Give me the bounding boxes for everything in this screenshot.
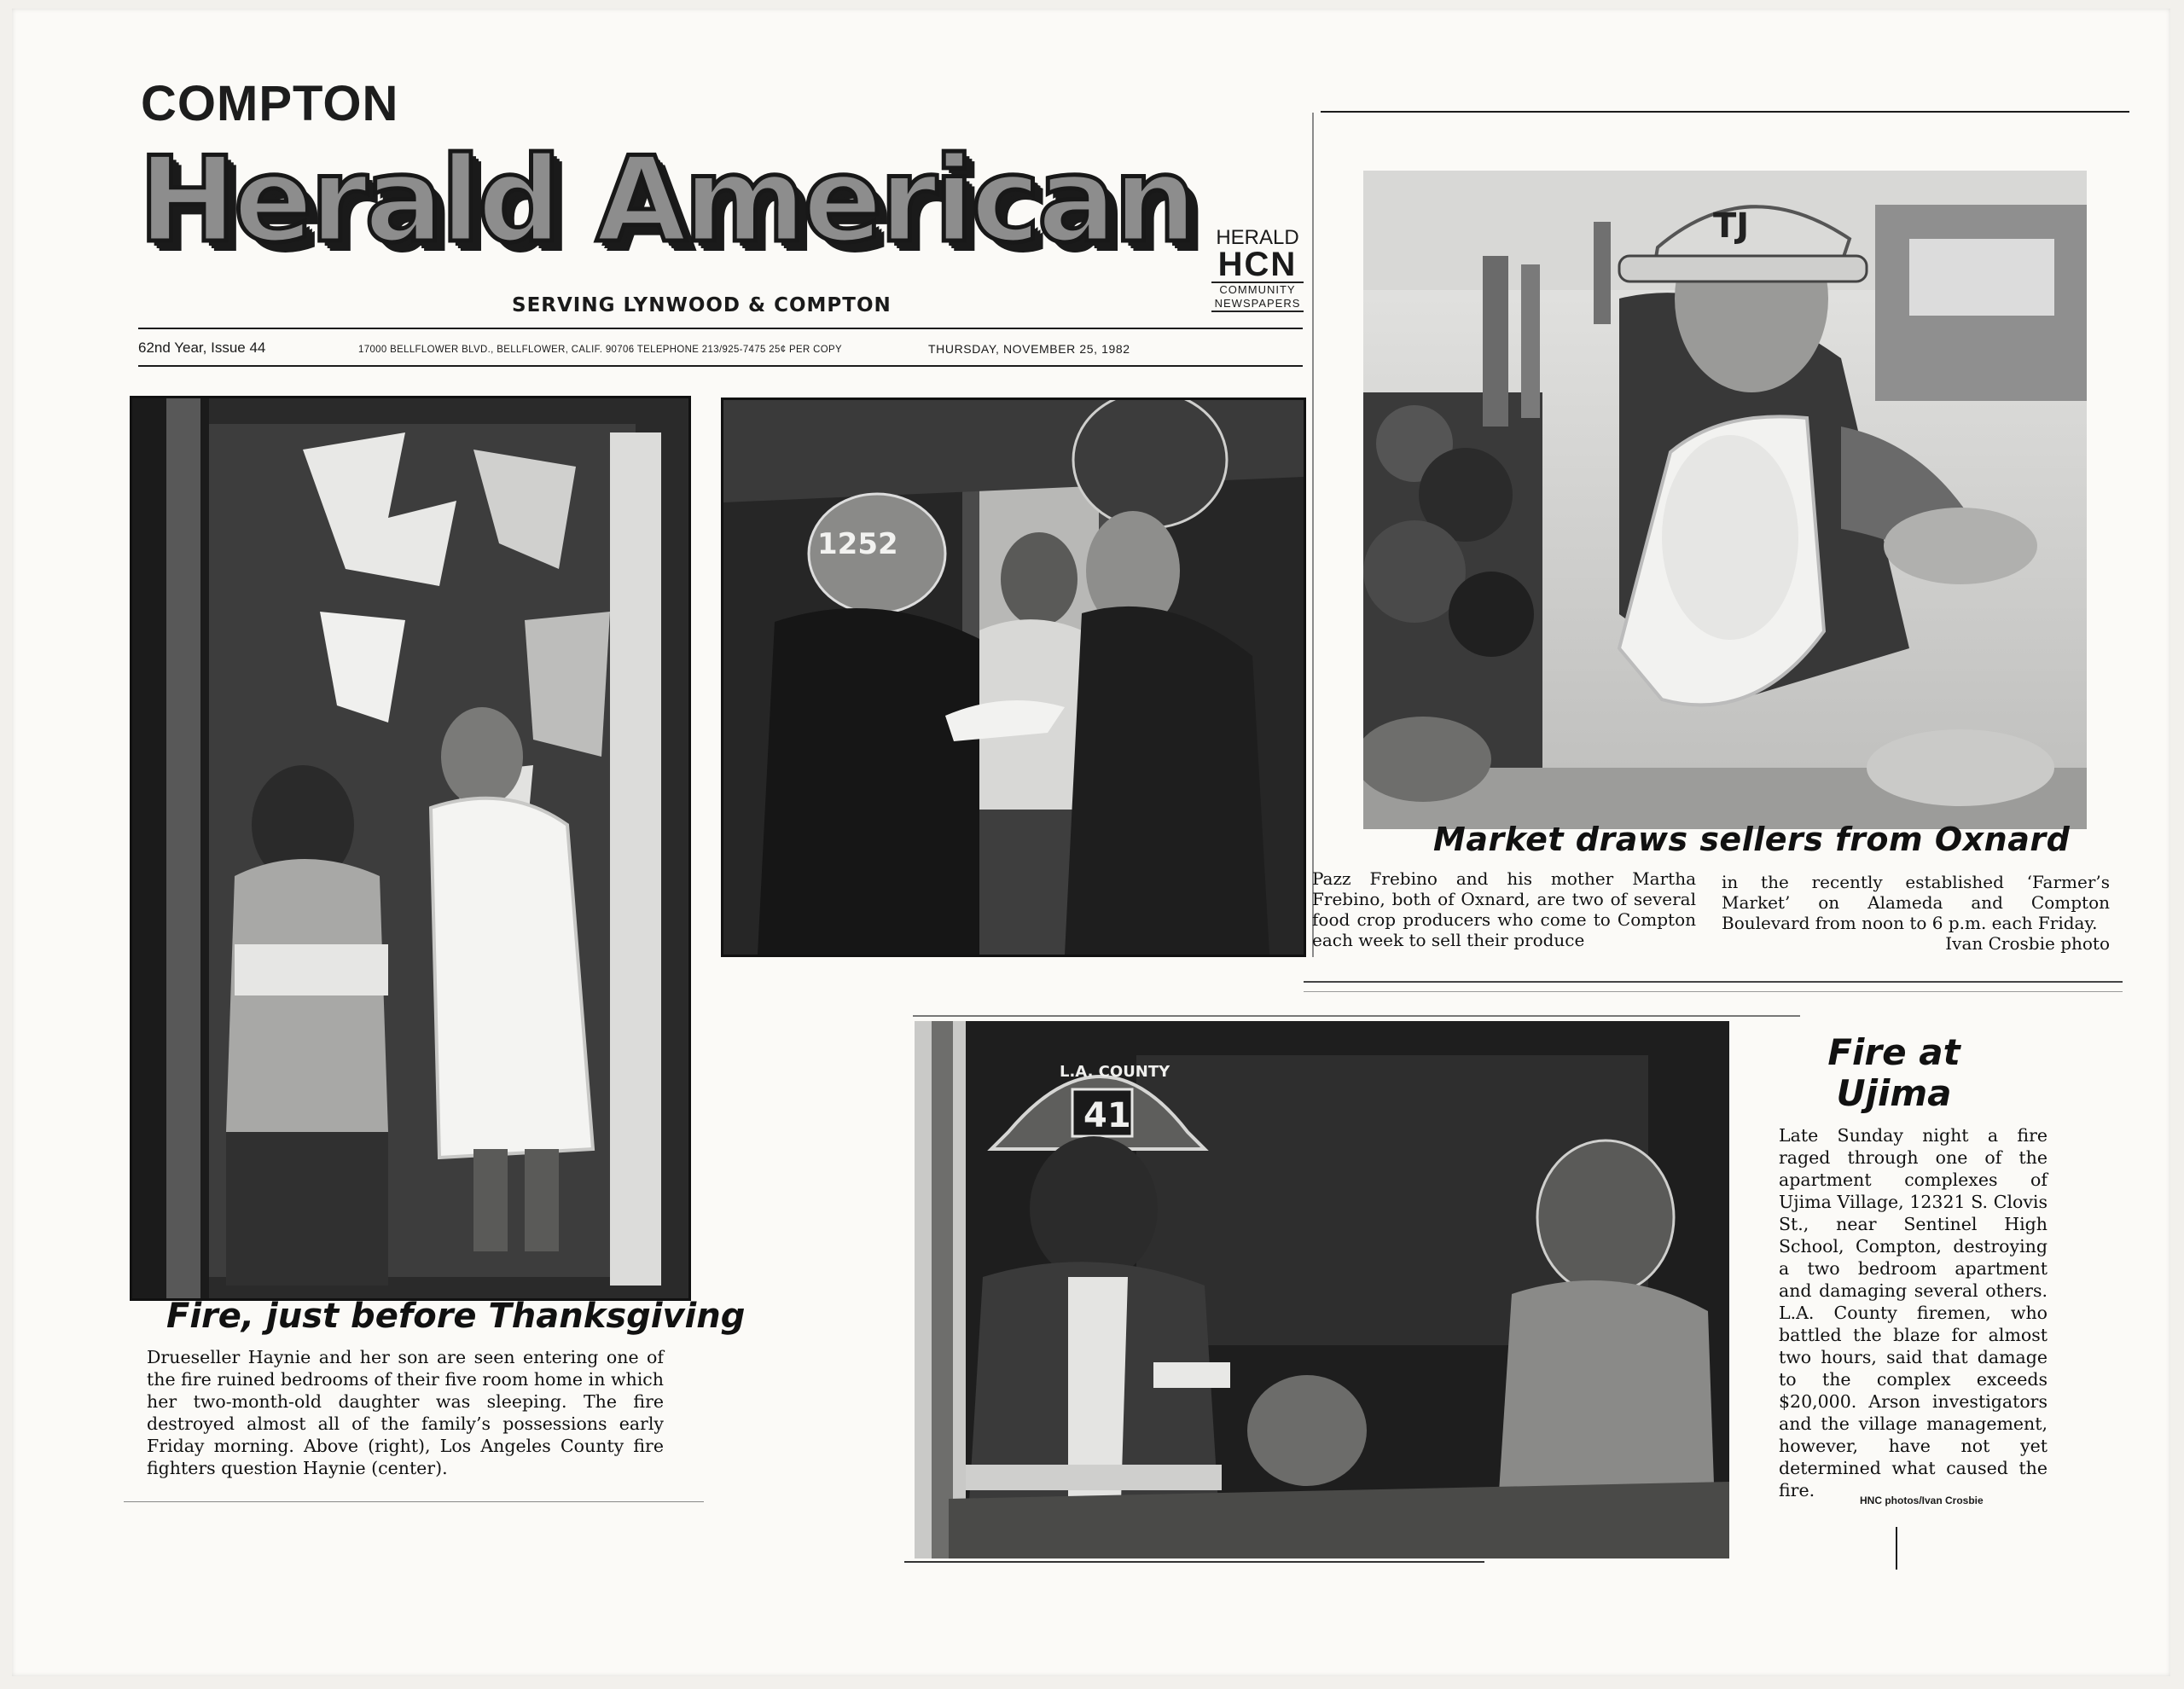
hcn-logo-community: COMMUNITY xyxy=(1211,282,1304,297)
market-bottom-rule-faint xyxy=(1304,991,2123,992)
hcn-logo-herald: HERALD xyxy=(1216,226,1299,249)
hcn-logo-code: HCN xyxy=(1217,246,1298,283)
ujima-fire-photo xyxy=(915,1021,1729,1558)
market-caption-col1: Pazz Frebino and his mother Martha Frebino, both of Oxnard, are two of several food crop producers who come to Compton each week to sell their produce xyxy=(1312,868,1696,950)
masthead-title: Herald American xyxy=(138,131,1194,269)
publisher-address: 17000 BELLFLOWER BLVD., BELLFLOWER, CALIF. 90706 TELEPHONE 213/925-7475 25¢ PER COPY xyxy=(358,343,842,355)
burned-room-photo-art xyxy=(132,398,688,1298)
ujima-bottom-rule xyxy=(904,1561,1484,1563)
thanksgiving-bottom-rule xyxy=(124,1501,704,1502)
masthead-rule-top xyxy=(138,328,1303,329)
market-photo xyxy=(1363,171,2087,829)
ujima-caption: Late Sunday night a fire raged through one of the apartment complexes of Ujima Village, 12321 S. Clovis St., near Sentinel High School, Compton, destroying a two bedroom apartment and damaging several others. L.A. County firemen, who battled the blaze for almost two hours, said that damage to the complex exceeds $20,000. Arson investigators and the village management, however, have not yet determined what caused the fire. xyxy=(1779,1125,2048,1500)
ujima-top-rule xyxy=(913,1015,1800,1017)
market-photo-art xyxy=(1363,171,2087,829)
ujima-headline-line2: Ujima xyxy=(1836,1072,1952,1114)
issue-number: 62nd Year, Issue 44 xyxy=(138,340,266,356)
hcn-logo-newspapers: NEWSPAPERS xyxy=(1211,297,1304,312)
burned-room-photo xyxy=(130,396,691,1301)
masthead-rule-bottom xyxy=(138,365,1303,367)
issue-date: THURSDAY, NOVEMBER 25, 1982 xyxy=(928,342,1130,356)
market-bottom-rule xyxy=(1304,981,2123,983)
ujima-photo-credit: HNC photos/Ivan Crosbie xyxy=(1860,1495,1984,1506)
ujima-headline-line1: Fire at xyxy=(1827,1031,1960,1073)
market-top-rule xyxy=(1321,111,2129,113)
market-photo-credit: Ivan Crosbie photo xyxy=(1945,933,2110,954)
market-caption-col2-text: in the recently established ‘Farmer’s Market’ on Alameda and Compton Boulevard from noon to 6 p.m. each Friday. xyxy=(1722,872,2110,933)
market-headline: Market draws sellers from Oxnard xyxy=(1433,821,2071,858)
ujima-credit-rule xyxy=(1896,1527,1897,1570)
hcn-logo xyxy=(1211,227,1304,312)
cap-letters-text: TJ xyxy=(1713,206,1750,246)
masthead-tagline: SERVING LYNWOOD & COMPTON xyxy=(512,294,892,316)
helmet-county-label: L.A. COUNTY xyxy=(1060,1063,1170,1081)
ujima-fire-photo-art xyxy=(915,1021,1729,1558)
masthead-city: COMPTON xyxy=(141,76,399,131)
firefighters-question-photo-art xyxy=(723,400,1304,955)
market-caption-col2 xyxy=(1722,872,2110,954)
firefighters-question-photo xyxy=(721,398,1306,957)
thanksgiving-headline: Fire, just before Thanksgiving xyxy=(166,1297,746,1336)
helmet-county-number: 41 xyxy=(1083,1096,1131,1135)
helmet-number-1252: 1252 xyxy=(817,527,898,561)
market-side-rule xyxy=(1312,113,1314,957)
thanksgiving-caption: Drueseller Haynie and her son are seen entering one of the fire ruined bedrooms of their five room home in which her two-month-old daughter was sleeping. The fire destroyed almost all of the family’s possessions early Friday morning. Above (right), Los Angeles County fire fighters question Haynie (center). xyxy=(147,1347,664,1478)
ujima-headline xyxy=(1809,1032,1979,1114)
